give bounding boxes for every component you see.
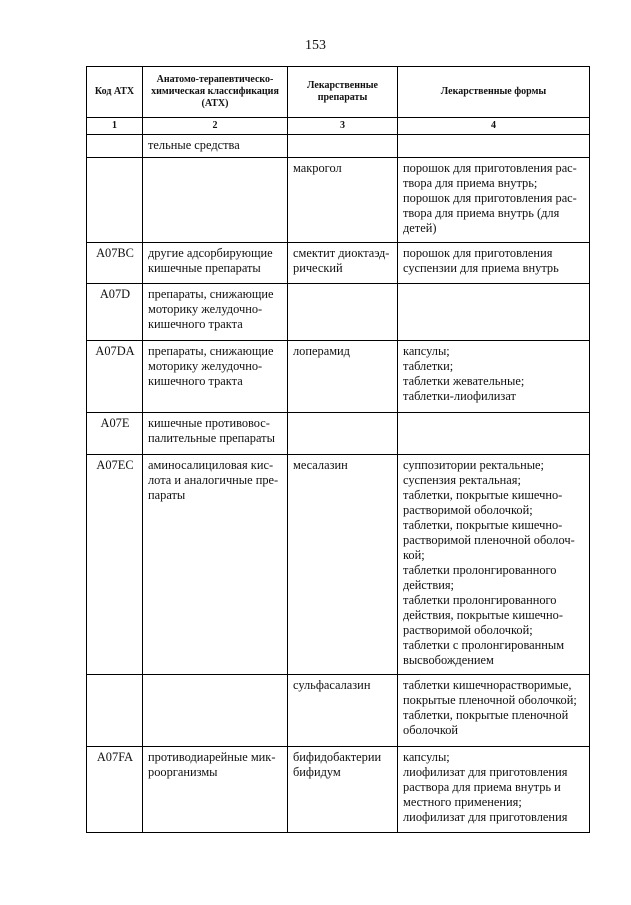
- column-number: 4: [398, 118, 590, 135]
- column-number: 3: [288, 118, 398, 135]
- header-drugs: Лекарственные препараты: [288, 67, 398, 118]
- dosage-forms: суппозитории ректальные; суспензия ректальная; таблетки, покрытые кишечно- растворимой оболочкой; таблетки, покрытые кишечно- растворимой пленочной оболоч- кой; таблетки пролонгированного действия; таблетки пролонгированного действия, покрытые кишечно- растворимой оболочкой; таблетки с пролонгированным высвобождением: [398, 455, 590, 675]
- dosage-forms: порошок для приготовления суспензии для приема внутрь: [398, 243, 590, 284]
- atx-classification: препараты, снижающие моторику желудочно- кишечного тракта: [143, 341, 288, 413]
- drug-name: сульфасалазин: [288, 675, 398, 747]
- header-forms: Лекарственные формы: [398, 67, 590, 118]
- header-code: Код АТХ: [87, 67, 143, 118]
- table-row: [87, 341, 590, 413]
- atx-classification: [143, 158, 288, 243]
- atx-code: A07E: [87, 413, 143, 455]
- drug-name: [288, 413, 398, 455]
- table-row: [87, 158, 590, 243]
- table-row: [87, 747, 590, 833]
- atx-classification: аминосалициловая кис- лота и аналогичные пре- параты: [143, 455, 288, 675]
- atx-code: A07DA: [87, 341, 143, 413]
- drug-name: смектит диоктаэд- рический: [288, 243, 398, 284]
- atx-code: A07EC: [87, 455, 143, 675]
- atx-classification: противодиарейные мик- роорганизмы: [143, 747, 288, 833]
- drug-name: бифидобактерии бифидум: [288, 747, 398, 833]
- drug-name: лоперамид: [288, 341, 398, 413]
- table-body: [87, 118, 590, 833]
- drug-name: макрогол: [288, 158, 398, 243]
- drug-name: [288, 135, 398, 158]
- atx-code: A07BC: [87, 243, 143, 284]
- table-row: [87, 135, 590, 158]
- column-number: 2: [143, 118, 288, 135]
- table-header: [87, 67, 590, 118]
- atx-classification: другие адсорбирующие кишечные препараты: [143, 243, 288, 284]
- atx-code: A07FA: [87, 747, 143, 833]
- table-row: [87, 675, 590, 747]
- dosage-forms: [398, 135, 590, 158]
- atx-code: A07D: [87, 284, 143, 341]
- table-row: [87, 413, 590, 455]
- atx-code: [87, 135, 143, 158]
- page-number: 153: [305, 38, 326, 53]
- table-row: [87, 455, 590, 675]
- atx-classification: тельные средства: [143, 135, 288, 158]
- dosage-forms: капсулы; лиофилизат для приготовления раствора для приема внутрь и местного применения; лиофилизат для приготовления: [398, 747, 590, 833]
- atx-code: [87, 158, 143, 243]
- atx-classification: кишечные противовос- палительные препараты: [143, 413, 288, 455]
- table-row: [87, 284, 590, 341]
- table-row: [87, 243, 590, 284]
- atx-classification: препараты, снижающие моторику желудочно- кишечного тракта: [143, 284, 288, 341]
- column-number-row: [87, 118, 590, 135]
- atx-classification: [143, 675, 288, 747]
- atx-table: [86, 66, 590, 833]
- dosage-forms: капсулы; таблетки; таблетки жевательные; таблетки-лиофилизат: [398, 341, 590, 413]
- dosage-forms: [398, 413, 590, 455]
- header-classification: Анатомо-терапевтическо-химическая классификация (АТХ): [143, 67, 288, 118]
- dosage-forms: таблетки кишечнорастворимые, покрытые пленочной оболочкой; таблетки, покрытые пленочной оболочкой: [398, 675, 590, 747]
- dosage-forms: [398, 284, 590, 341]
- column-number: 1: [87, 118, 143, 135]
- drug-name: месалазин: [288, 455, 398, 675]
- drug-name: [288, 284, 398, 341]
- atx-code: [87, 675, 143, 747]
- dosage-forms: порошок для приготовления рас- твора для приема внутрь; порошок для приготовления рас- твора для приема внутрь (для детей): [398, 158, 590, 243]
